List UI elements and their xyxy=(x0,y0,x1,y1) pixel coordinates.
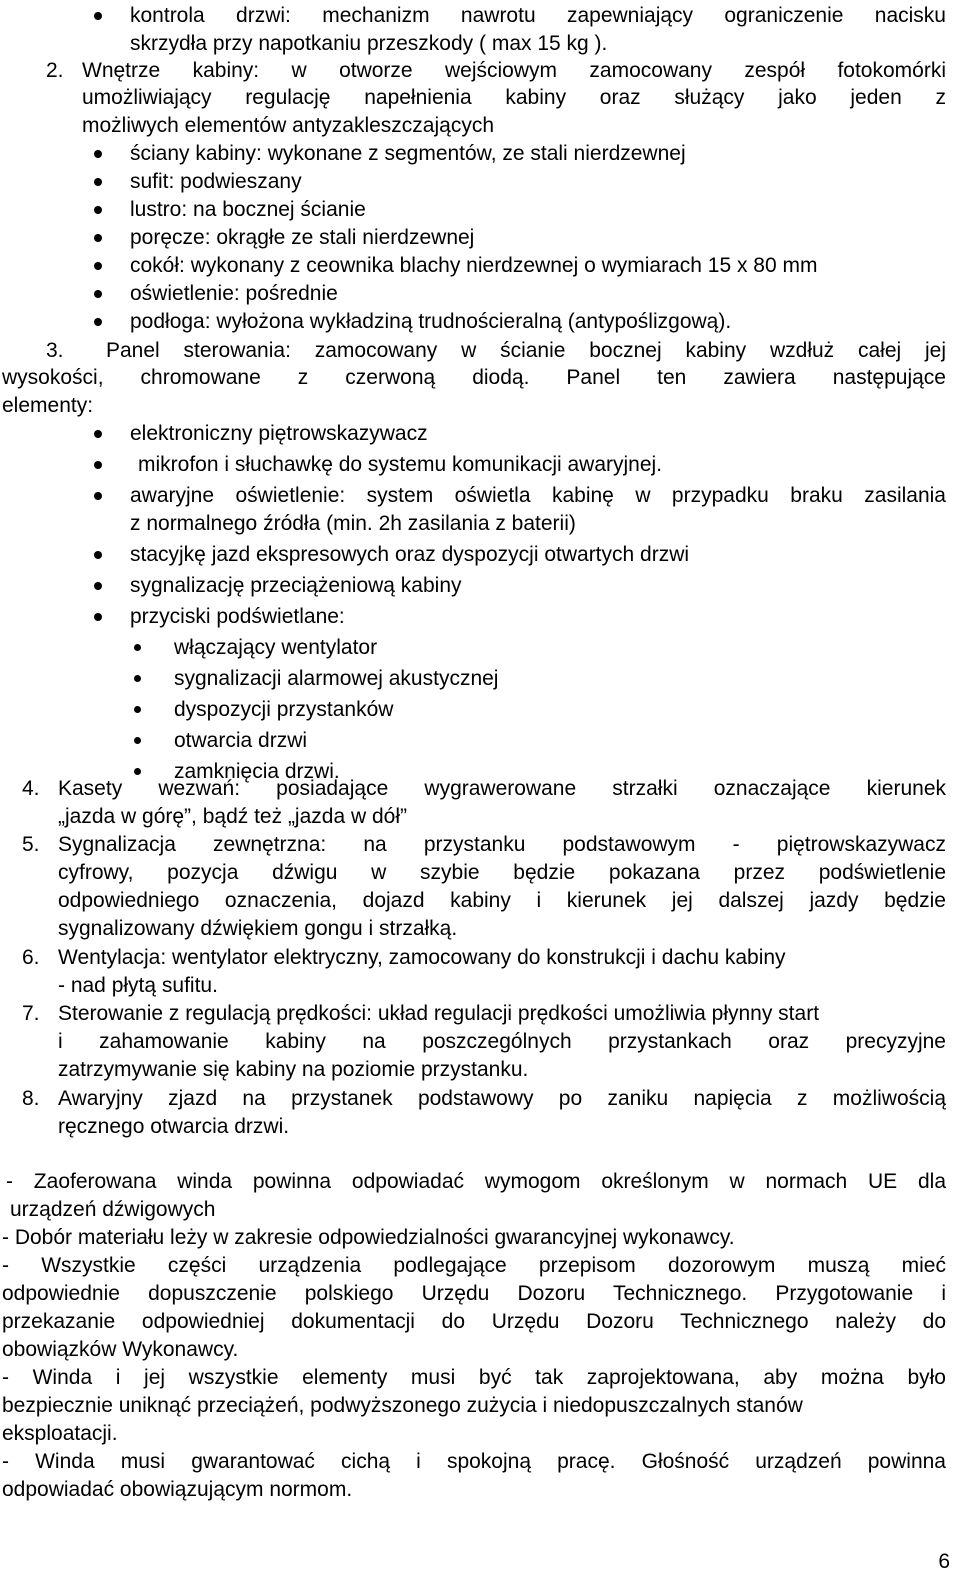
text-line: oświetlenie: pośrednie xyxy=(130,282,338,305)
bullet-icon xyxy=(94,461,102,469)
text-line: „jazda w górę”, bądź też „jazda w dół” xyxy=(58,805,407,828)
text-line: mikrofon i słuchawkę do systemu komunikacji awaryjnej. xyxy=(138,453,663,476)
text-line: kontrola drzwi: mechanizm nawrotu zapewniający ograniczenie nacisku xyxy=(130,4,946,27)
bullet-icon xyxy=(94,430,102,438)
bullet-icon xyxy=(94,318,102,326)
text-line: otwarcia drzwi xyxy=(174,729,308,752)
text-line: z normalnego źródła (min. 2h zasilania z baterii) xyxy=(130,512,576,535)
text-line: odpowiadać obowiązującym normom. xyxy=(2,1478,353,1501)
text-line: Kasety wezwań: posiadające wygrawerowane strzałki oznaczające kierunek xyxy=(58,777,946,800)
text-line: ściany kabiny: wykonane z segmentów, ze stali nierdzewnej xyxy=(130,142,686,165)
text-line: dyspozycji przystanków xyxy=(174,698,394,721)
text-line: umożliwiający regulację napełnienia kabiny oraz służący jako jeden z xyxy=(82,86,946,109)
text-line: sygnalizacji alarmowej akustycznej xyxy=(174,667,499,690)
bullet-icon xyxy=(134,768,141,775)
text-line: - Dobór materiału leży w zakresie odpowiedzialności gwarancyjnej wykonawcy. xyxy=(2,1226,735,1249)
text-line: elementy: xyxy=(2,394,94,417)
list-number: 8. xyxy=(22,1087,40,1110)
text-line: wysokości, chromowane z czerwoną diodą. Panel ten zawiera następujące xyxy=(2,366,946,389)
bullet-icon xyxy=(94,150,102,158)
text-line: - Winda i jej wszystkie elementy musi być tak zaprojektowana, aby można było xyxy=(2,1366,946,1389)
text-line: obowiązków Wykonawcy. xyxy=(2,1338,239,1361)
text-line: odpowiedniego oznaczenia, dojazd kabiny i kierunek jej dalszej jazdy będzie xyxy=(58,889,946,912)
text-line: cokół: wykonany z ceownika blachy nierdzewnej o wymiarach 15 x 80 mm xyxy=(130,254,818,277)
text-line: sygnalizację przeciążeniową kabiny xyxy=(130,574,462,597)
text-line: Sygnalizacja zewnętrzna: na przystanku podstawowym - piętrowskazywacz xyxy=(58,833,946,856)
bullet-icon xyxy=(134,706,141,713)
bullet-icon xyxy=(94,262,102,270)
bullet-icon xyxy=(134,644,141,651)
text-line: cyfrowy, pozycja dźwigu w szybie będzie pokazana przez podświetlenie xyxy=(58,861,946,884)
text-line: elektroniczny piętrowskazywacz xyxy=(130,422,428,445)
bullet-icon xyxy=(134,675,141,682)
bullet-icon xyxy=(94,206,102,214)
text-line: możliwych elementów antyzakleszczających xyxy=(82,114,494,137)
text-line: i zahamowanie kabiny na poszczególnych przystankach oraz precyzyjne xyxy=(58,1030,946,1053)
text-line: - nad płytą sufitu. xyxy=(58,974,218,997)
text-line: - Wszystkie części urządzenia podlegające przepisom dozorowym muszą mieć xyxy=(2,1254,946,1277)
text-line: sygnalizowany dźwiękiem gongu i strzałką. xyxy=(58,917,458,940)
text-line: - Winda musi gwarantować cichą i spokojną pracę. Głośność urządzeń powinna xyxy=(2,1450,946,1473)
list-number: 2. xyxy=(46,59,64,82)
bullet-icon xyxy=(134,737,141,744)
bullet-icon xyxy=(94,551,102,559)
text-line: - Zaoferowana winda powinna odpowiadać wymogom określonym w normach UE dla xyxy=(6,1170,946,1193)
list-number: 7. xyxy=(22,1002,40,1025)
text-line: Sterowanie z regulacją prędkości: układ regulacji prędkości umożliwia płynny start xyxy=(58,1002,820,1025)
list-number: 6. xyxy=(22,946,40,969)
bullet-icon xyxy=(94,178,102,186)
text-line: skrzydła przy napotkaniu przeszkody ( max 15 kg ). xyxy=(130,32,608,55)
text-line: stacyjkę jazd ekspresowych oraz dyspozycji otwartych drzwi xyxy=(130,543,690,566)
text-line: Panel sterowania: zamocowany w ścianie bocznej kabiny wzdłuż całej jej xyxy=(106,339,946,362)
text-line: odpowiednie dopuszczenie polskiego Urzędu Dozoru Technicznego. Przygotowanie i xyxy=(2,1282,946,1305)
text-line: lustro: na bocznej ścianie xyxy=(130,198,366,221)
text-line: urządzeń dźwigowych xyxy=(10,1198,216,1221)
list-number: 3. xyxy=(46,339,64,362)
page-number: 6 xyxy=(938,1550,950,1573)
text-line: zatrzymywanie się kabiny na poziomie przystanku. xyxy=(58,1058,529,1081)
bullet-icon xyxy=(94,290,102,298)
list-number: 4. xyxy=(22,777,40,800)
text-line: zamknięcia drzwi. xyxy=(174,760,340,783)
text-line: awaryjne oświetlenie: system oświetla kabinę w przypadku braku zasilania xyxy=(130,484,946,507)
bullet-icon xyxy=(94,12,102,20)
bullet-icon xyxy=(94,582,102,590)
text-line: przyciski podświetlane: xyxy=(130,605,345,628)
text-line: ręcznego otwarcia drzwi. xyxy=(58,1115,290,1138)
text-line: włączający wentylator xyxy=(174,636,378,659)
list-number: 5. xyxy=(22,833,40,856)
text-line: bezpiecznie uniknąć przeciążeń, podwyższonego zużycia i niedopuszczalnych stanów xyxy=(2,1394,803,1417)
text-line: poręcze: okrągłe ze stali nierdzewnej xyxy=(130,226,475,249)
text-line: eksploatacji. xyxy=(2,1422,118,1445)
text-line: podłoga: wyłożona wykładziną trudnościeralną (antypoślizgową). xyxy=(130,310,732,333)
text-line: przekazanie odpowiedniej dokumentacji do Urzędu Dozoru Technicznego należy do xyxy=(2,1310,946,1333)
text-line: Wentylacja: wentylator elektryczny, zamocowany do konstrukcji i dachu kabiny xyxy=(58,946,786,969)
bullet-icon xyxy=(94,234,102,242)
bullet-icon xyxy=(94,613,102,621)
text-line: Awaryjny zjazd na przystanek podstawowy po zaniku napięcia z możliwością xyxy=(58,1087,946,1110)
text-line: Wnętrze kabiny: w otworze wejściowym zamocowany zespół fotokomórki xyxy=(82,59,946,82)
bullet-icon xyxy=(94,492,102,500)
text-line: sufit: podwieszany xyxy=(130,170,302,193)
